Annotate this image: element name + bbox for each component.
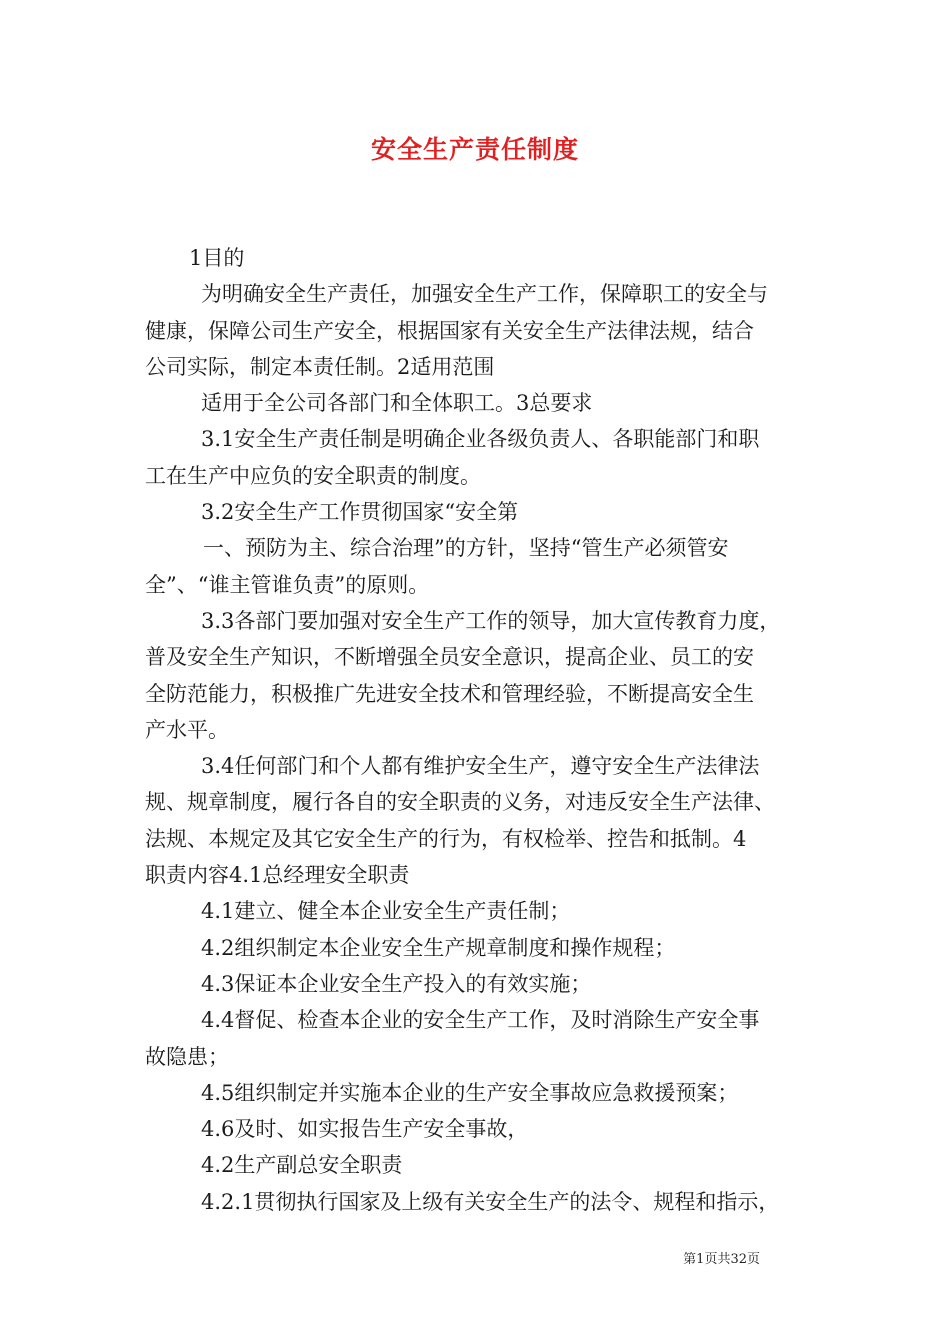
text-line: 3.3各部门要加强对安全生产工作的领导，加大宣传教育力度， [201, 608, 781, 633]
text-line: 工在生产中应负的安全职责的制度。 [145, 463, 481, 488]
text-line: 职责内容4.1总经理安全职责 [145, 863, 410, 888]
text-line: 4.2生产副总安全职责 [201, 1153, 403, 1178]
text-line: 适用于全公司各部门和全体职工。3总要求 [201, 391, 593, 416]
text-line: 规、规章制度，履行各自的安全职责的义务，对违反安全生产法律、 [145, 790, 775, 815]
text-line: 全”、“谁主管谁负责”的原则。 [145, 572, 430, 597]
text-line: 4.3保证本企业安全生产投入的有效实施； [201, 971, 592, 996]
text-line: 公司实际，制定本责任制。2适用范围 [145, 354, 495, 379]
text-line: 3.1安全生产责任制是明确企业各级负责人、各职能部门和职 [201, 427, 760, 452]
text-line: 为明确安全生产责任，加强安全生产工作，保障职工的安全与 [201, 282, 768, 307]
text-line: 产水平。 [145, 717, 229, 742]
text-line: 普及安全生产知识，不断增强全员安全意识，提高企业、员工的安 [145, 645, 754, 670]
text-line: 1目的 [189, 246, 245, 270]
text-line: 4.1建立、健全本企业安全生产责任制； [201, 899, 571, 924]
text-line: 全防范能力，积极推广先进安全技术和管理经验，不断提高安全生 [145, 681, 754, 706]
text-line: 4.6及时、如实报告生产安全事故， [201, 1117, 529, 1142]
text-line: 4.5组织制定并实施本企业的生产安全事故应急救援预案； [201, 1080, 739, 1105]
text-line: 故隐患； [145, 1044, 229, 1069]
text-line: 4.2.1贯彻执行国家及上级有关安全生产的法令、规程和指示， [201, 1189, 780, 1214]
page-title: 安全生产责任制度 [370, 135, 579, 164]
text-line: 4.2组织制定本企业安全生产规章制度和操作规程； [201, 935, 676, 960]
text-line: 法规、本规定及其它安全生产的行为，有权检举、控告和抵制。4 [145, 826, 747, 851]
text-line: 3.4任何部门和个人都有维护安全生产，遵守安全生产法律法 [201, 754, 760, 779]
text-line: 4.4督促、检查本企业的安全生产工作，及时消除生产安全事 [201, 1008, 760, 1033]
text-line: 一、预防为主、综合治理”的方针，坚持“管生产必须管安 [203, 536, 729, 561]
text-line: 3.2安全生产工作贯彻国家“安全第 [201, 500, 519, 525]
document-body [145, 240, 815, 1220]
page-number: 第1页共32页 [683, 1252, 760, 1267]
text-line: 健康，保障公司生产安全，根据国家有关安全生产法律法规，结合 [145, 318, 754, 343]
